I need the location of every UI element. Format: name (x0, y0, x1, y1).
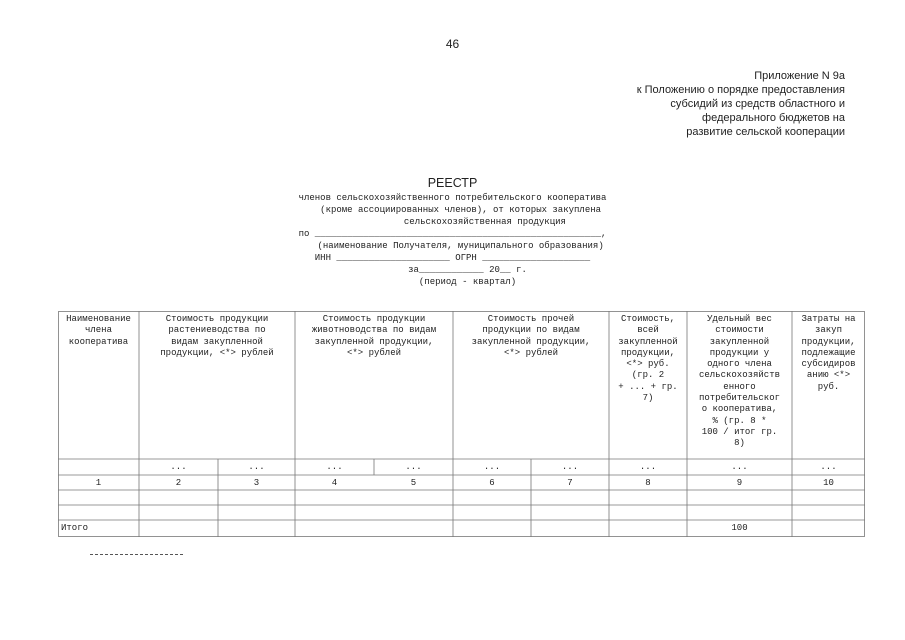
header-subsidy-costs: Затраты на закуп продукции, подлежащие субсидиров анию <*> руб. (801, 314, 856, 392)
recipient-line: по _____________________________________________________, (298, 229, 607, 239)
header-livestock-cost: Стоимость продукции животноводства по видам закупленной продукции, <*> рублей (311, 314, 437, 358)
appendix-line: развитие сельской кооперации (686, 126, 845, 138)
header-other-cost: Стоимость прочей продукции по видам закупленной продукции, <*> рублей (471, 314, 591, 358)
column-number: 8 (645, 478, 651, 488)
inn-ogrn-line: ИНН _____________________ ОГРН ____________________ (314, 253, 591, 263)
register-title: РЕЕСТР (427, 176, 478, 190)
total-label: Итого (61, 523, 89, 533)
column-number: 5 (410, 478, 417, 488)
column-number: 4 (331, 478, 338, 488)
header-crop-cost: Стоимость продукции растениеводства по видам закупленной продукции, <*> рублей (160, 314, 274, 358)
header-share: Удельный вес стоимости закупленной продукции у одного члена сельскохозяйств енного потребительског о кооператива, % (гр. 8 * 100 / итог гр. 8) (698, 314, 780, 449)
appendix-line: федерального бюджетов на (702, 112, 845, 124)
column-number: 10 (823, 478, 834, 488)
period-line: за____________ 20__ г. (408, 265, 527, 275)
column-number: 7 (567, 478, 573, 488)
appendix-line: к Положению о порядке предоставления (636, 84, 845, 96)
register-subtitle-line: членов сельскохозяйственного потребительского кооператива (298, 193, 607, 203)
column-number: 1 (95, 478, 102, 488)
register-subtitle-line: (кроме ассоциированных членов), от которых закуплена (303, 205, 602, 215)
register-table (58, 311, 865, 537)
appendix-line: субсидий из средств областного и (670, 98, 845, 110)
column-number: 2 (175, 478, 182, 488)
register-subtitle-line: сельскохозяйственная продукция (339, 217, 566, 227)
dots-cell: ... (248, 462, 265, 472)
column-number: 6 (489, 478, 495, 488)
appendix-line: Приложение N 9а (754, 70, 845, 82)
dots-cell: ... (561, 462, 579, 472)
period-hint: (период - квартал) (418, 277, 517, 287)
total-share-value: 100 (731, 523, 748, 533)
dots-cell: ... (170, 462, 187, 472)
header-total-cost: Стоимость, всей закупленной продукции, <*> руб. (гр. 2 + ... + гр. 7) (618, 314, 678, 404)
dots-cell: ... (405, 462, 422, 472)
dots-cell: ... (820, 462, 837, 472)
header-member-name: Наименование члена кооператива (66, 314, 131, 347)
appendix-header (637, 69, 845, 139)
page-number: 46 (445, 37, 460, 51)
column-number: 9 (736, 478, 743, 488)
footnote-separator (90, 554, 183, 555)
recipient-hint: (наименование Получателя, муниципального образования) (301, 241, 604, 251)
dots-cell: ... (639, 462, 657, 472)
dots-cell: ... (731, 462, 748, 472)
dots-cell: ... (326, 462, 343, 472)
dots-cell: ... (483, 462, 501, 472)
column-number: 3 (253, 478, 260, 488)
